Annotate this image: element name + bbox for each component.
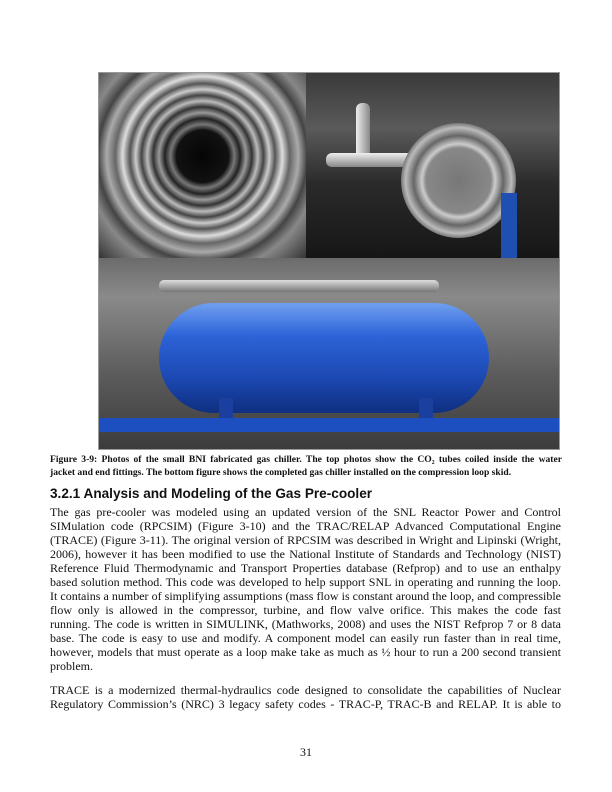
paragraph-line: It contains a number of simplifying assumptions (mass flow is constant around the loop, and compressible	[50, 589, 561, 603]
paragraph-line: TRACE is a modernized thermal-hydraulics code designed to consolidate the capabilities of Nuclear	[50, 683, 561, 697]
paragraph-trace	[50, 683, 561, 711]
paragraph-line: The gas pre-cooler was modeled using an updated version of the SNL Reactor Power and Control	[50, 505, 561, 519]
caption-line: jacket and end fittings. The bottom figure shows the completed gas chiller installed on the compression loop skid.	[50, 466, 512, 478]
paragraph-line: 2006), however it has been modified to use the National Institute of Standards and Technology (NIST)	[50, 547, 561, 561]
photo-coiled-tubes	[99, 73, 306, 258]
paragraph-line: running. The code is written in SIMULINK, (Mathworks, 2008) and uses the NIST Refprop 7 or 8 data	[50, 617, 561, 631]
figure-caption	[50, 454, 562, 479]
figure-3-9-photos	[98, 72, 560, 450]
paragraph-line: problem.	[50, 659, 93, 673]
paragraph-line: however, models that must operate as a loop make take as much as ½ hour to run a 200 second transient	[50, 645, 561, 659]
paragraph-line: (TRACE) (Figure 3-11). The original version of RPCSIM was described in Wright and Lipinski (Wright,	[50, 533, 561, 547]
paragraph-line: SIMulation code (RPCSIM) (Figure 3-10) and the TRAC/RELAP Advanced Computational Engine	[50, 519, 561, 533]
paragraph-line: based solution method. This code was developed to help support SNL in operating and running the loop.	[50, 575, 561, 589]
paragraph-line: Regulatory Commission’s (NRC) 3 legacy safety codes - TRAC-P, TRAC-B and RELAP. It is able to	[50, 697, 561, 711]
paragraph-line: flow only is allowed in the compressor, turbine, and flow valve orifice. This makes the code fast	[50, 603, 561, 617]
paragraph-line: Reference Fluid Thermodynamic and Transport Properties database (Refprop) and to use an enthalpy	[50, 561, 561, 575]
section-heading: 3.2.1 Analysis and Modeling of the Gas Pre-cooler	[50, 486, 373, 501]
page-number: 31	[300, 745, 312, 759]
caption-line: Figure 3-9: Photos of the small BNI fabricated gas chiller. The top photos show the CO₂ tubes coiled inside the water	[50, 454, 562, 465]
paragraph-line: base. The code is easy to use and modify. A component model can easily run faster than in real time,	[50, 631, 561, 645]
paragraph-rpcsim	[50, 505, 561, 673]
photo-gas-chiller-on-skid	[99, 258, 560, 450]
photo-end-fittings	[306, 73, 560, 258]
